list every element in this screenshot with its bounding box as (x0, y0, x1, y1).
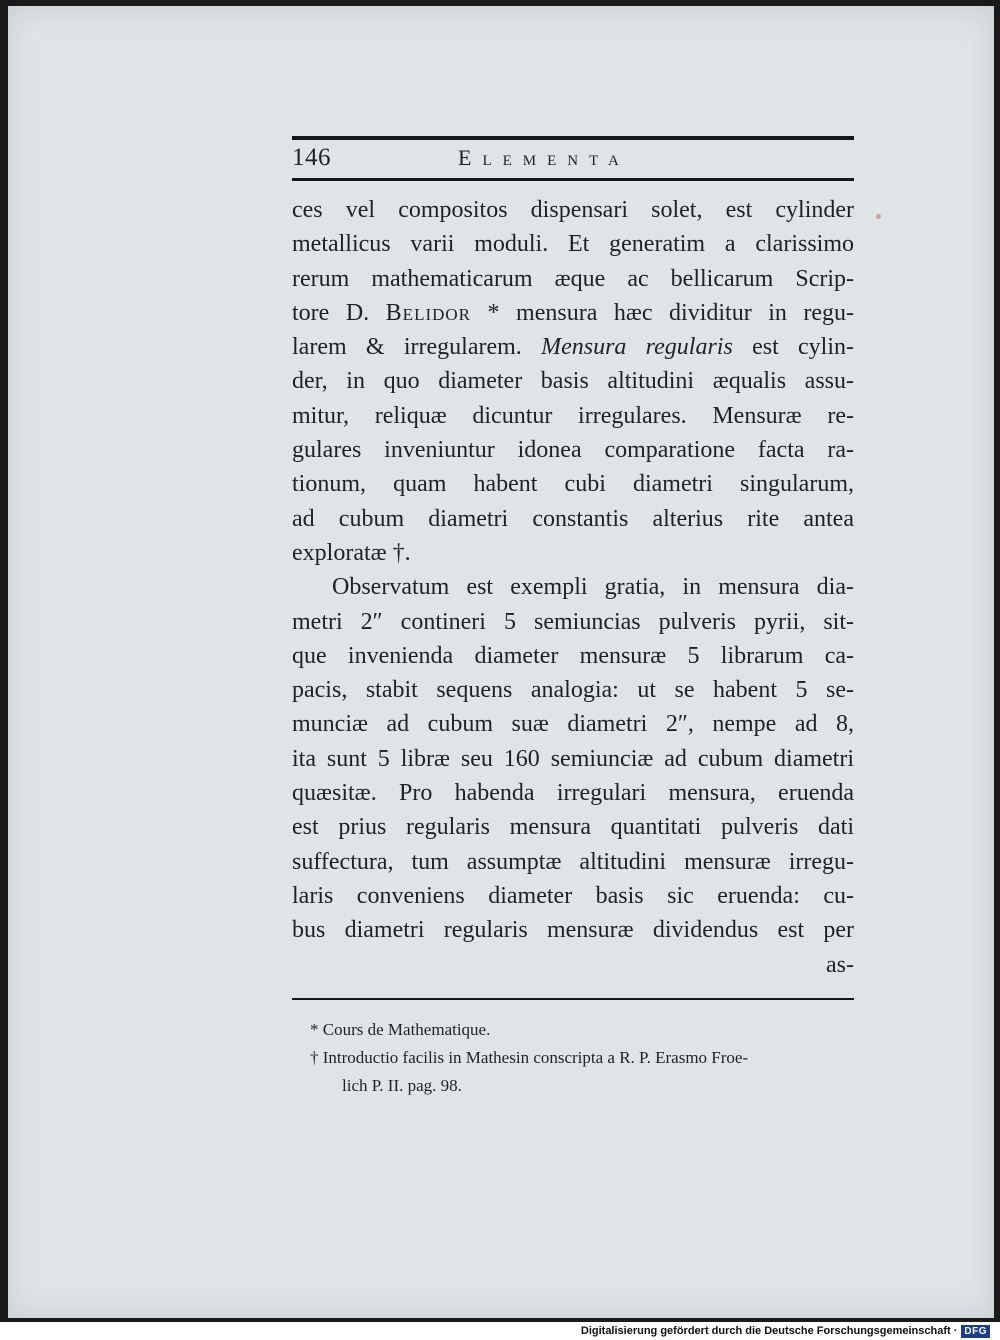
header-top-rule (292, 136, 854, 140)
text-line: der, in quo diameter basis altitudini æqualis assu- (292, 368, 854, 395)
footnotes (292, 1016, 854, 1100)
footnote-2: † Introductio facilis in Mathesin conscripta a R. P. Erasmo Froe- (310, 1047, 749, 1067)
text-line: munciæ ad cubum suæ diametri 2″, nempe ad 8, (292, 711, 854, 738)
header-bottom-rule (292, 178, 854, 181)
text-line: bus diametri regularis mensuræ dividendus est per (292, 917, 854, 944)
text-span: est cylin- (752, 334, 854, 361)
running-title: Elementa (458, 145, 630, 170)
page-number: 146 (292, 144, 331, 171)
text-span: tore D. (292, 299, 370, 326)
text-line: est prius regularis mensura quantitati pulveris dati (292, 814, 854, 841)
running-header (292, 144, 854, 176)
italic-term: Mensura regularis (541, 334, 733, 361)
text-span: larem & irregularem. (292, 334, 522, 361)
body-text (292, 193, 854, 982)
footnote-1: * Cours de Mathematique. (310, 1019, 491, 1039)
text-line: gulares inveniuntur idonea comparatione facta ra- (292, 437, 854, 464)
text-span: * mensura hæc dividitur in regu- (487, 299, 855, 326)
text-line: exploratæ †. (292, 539, 411, 566)
text-line: ita sunt 5 libræ seu 160 semiunciæ ad cubum diametri (292, 745, 854, 772)
text-line: quæsitæ. Pro habenda irregulari mensura, eruenda (292, 780, 854, 807)
text-line: tionum, quam habent cubi diametri singularum, (292, 471, 854, 498)
text-line (292, 330, 854, 364)
text-line: laris conveniens diameter basis sic eruenda: cu- (292, 882, 854, 909)
author-name: Belidor (385, 299, 472, 326)
text-line: mitur, reliquæ dicuntur irregulares. Mensuræ re- (292, 402, 854, 429)
catchword: as- (826, 951, 854, 978)
text-line: ad cubum diametri constantis alterius rite antea (292, 505, 854, 532)
dfg-logo: DFG (961, 1325, 990, 1338)
text-line: ces vel compositos dispensari solet, est cylinder (292, 197, 854, 223)
text-line: metallicus varii moduli. Et generatim a clarissimo (292, 231, 854, 258)
scan-credit-text: Digitalisierung gefördert durch die Deutsche Forschungsgemeinschaft · (580, 1325, 958, 1337)
text-line: Observatum est exempli gratia, in mensura dia- (332, 574, 854, 601)
text-line: suffectura, tum assumptæ altitudini mensuræ irregu- (292, 848, 854, 875)
text-block (292, 136, 854, 1100)
text-line: metri 2″ contineri 5 semiuncias pulveris pyrii, sit- (292, 608, 854, 635)
footnote-rule (292, 998, 854, 1000)
paper-speck (876, 214, 881, 219)
text-line: pacis, stabit sequens analogia: ut se habent 5 se- (292, 677, 854, 704)
text-line: rerum mathematicarum æque ac bellicarum Scrip- (292, 265, 854, 292)
scan-credit (581, 1324, 990, 1338)
text-line (292, 296, 854, 330)
footnote-2-continuation: lich P. II. pag. 98. (342, 1075, 462, 1095)
text-line: que invenienda diameter mensuræ 5 librarum ca- (292, 642, 854, 669)
